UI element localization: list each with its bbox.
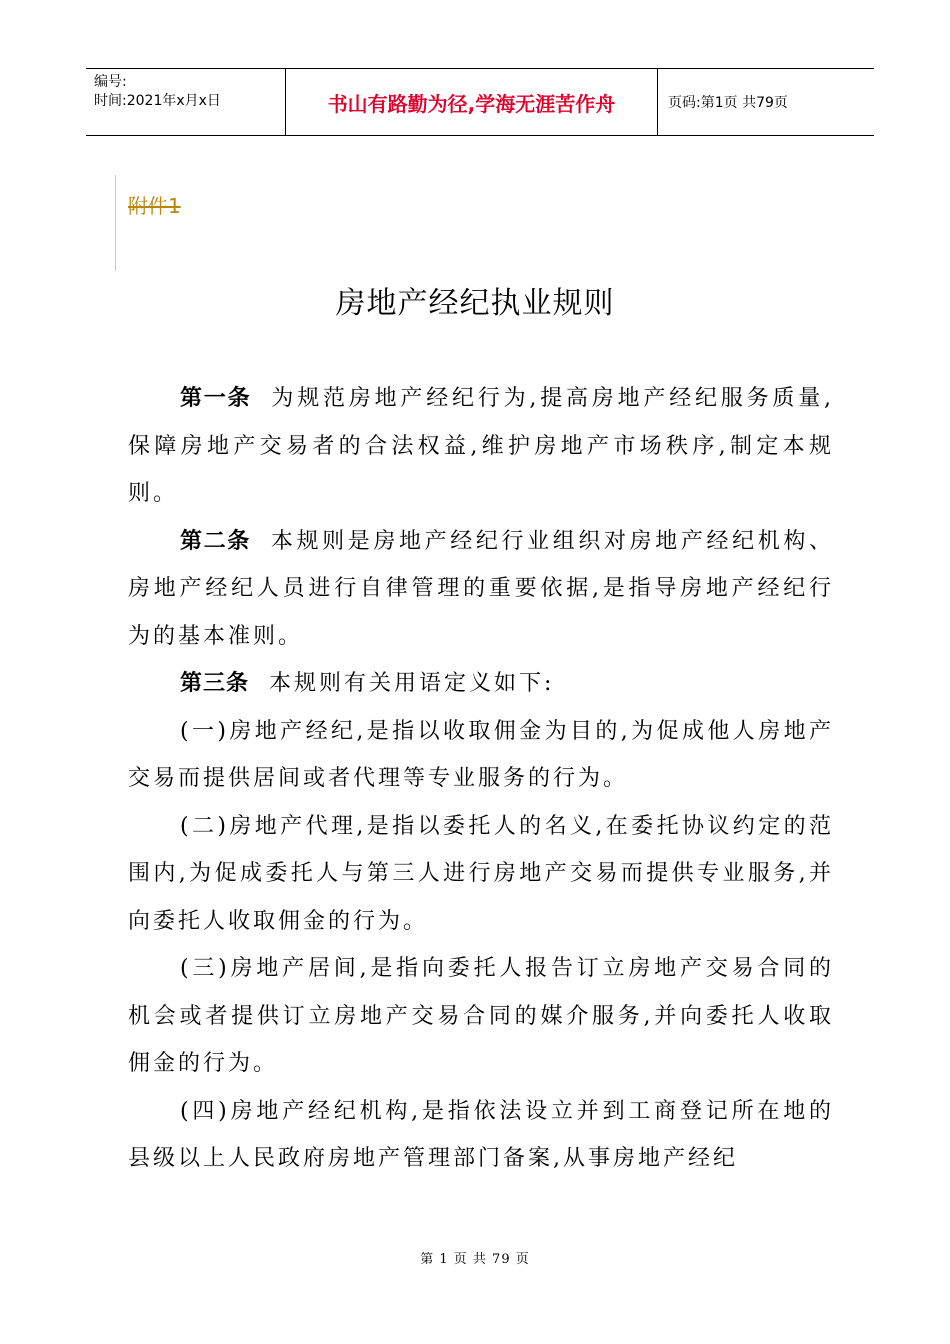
paragraph-text: 本规则有关用语定义如下: (269, 671, 555, 696)
paragraph (128, 660, 834, 708)
paragraph-text: 为规范房地产经纪行为,提高房地产经纪服务质量,保障房地产交易者的合法权益,维护房地产市场秩序,制定本规则。 (128, 386, 834, 506)
attachment-label: 附件1 (128, 194, 181, 218)
paragraph (128, 803, 834, 946)
paragraph-text: (四)房地产经纪机构,是指依法设立并到工商登记所在地的县级以上人民政府房地产管理部门备案,从事房地产经纪 (128, 1098, 834, 1171)
revision-bar (115, 175, 116, 271)
paragraph (128, 518, 834, 661)
paragraph-text: 本规则是房地产经纪行业组织对房地产经纪机构、房地产经纪人员进行自律管理的重要依据,是指导房地产经纪行为的基本准则。 (128, 528, 834, 649)
header-motto: 书山有路勤为径,学海无涯苦作舟 (286, 69, 658, 135)
page-footer: 第 1 页 共 79 页 (420, 1252, 530, 1267)
paragraph (128, 945, 834, 1088)
number-label: 编号: (94, 74, 127, 90)
article-number: 第三条 (180, 671, 250, 696)
paragraph-text: (二)房地产代理,是指以委托人的名义,在委托协议约定的范围内,为促成委托人与第三人进行房地产交易而提供专业服务,并向委托人收取佣金的行为。 (128, 813, 834, 934)
header-meta (86, 69, 286, 135)
document-title: 房地产经纪执业规则 (335, 286, 615, 321)
document-body (128, 375, 834, 1183)
paragraph-text: (一)房地产经纪,是指以收取佣金为目的,为促成他人房地产交易而提供居间或者代理等专业服务的行为。 (128, 718, 834, 791)
time-label: 时间:2021年x月x日 (94, 93, 221, 109)
page-header (86, 68, 874, 136)
header-page-info: 页码:第1页 共79页 (668, 95, 788, 111)
paragraph (128, 375, 834, 518)
paragraph-text: (三)房地产居间,是指向委托人报告订立房地产交易合同的机会或者提供订立房地产交易合同的媒介服务,并向委托人收取佣金的行为。 (128, 956, 834, 1076)
article-number: 第二条 (180, 528, 251, 554)
paragraph (128, 708, 834, 803)
article-number: 第一条 (180, 386, 252, 411)
paragraph (128, 1088, 834, 1183)
